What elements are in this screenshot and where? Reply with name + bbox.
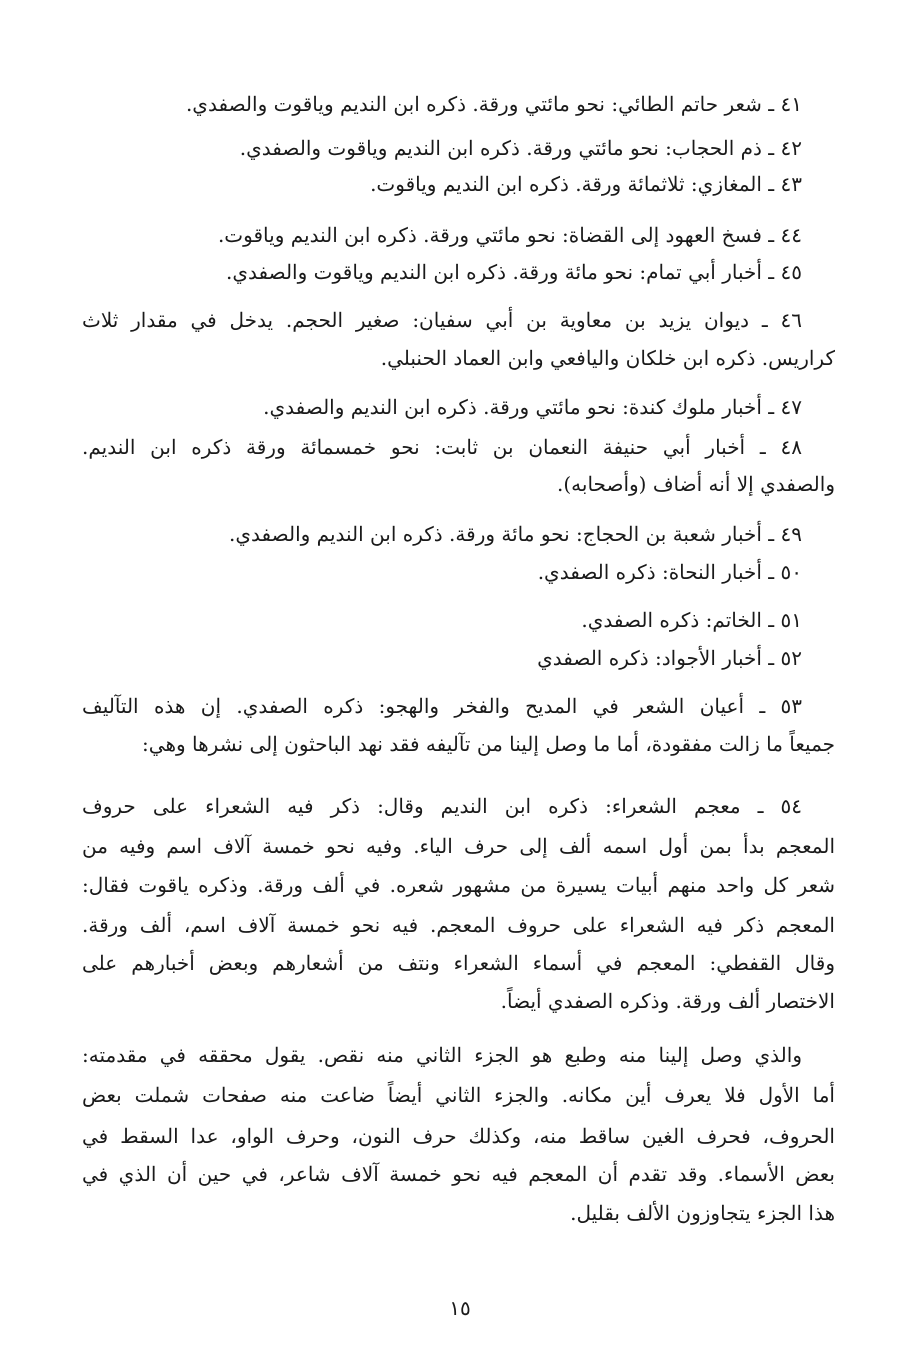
paragraph-line: هذا الجزء يتجاوزون الألف بقليل.: [570, 1201, 835, 1225]
list-item-44: ٤٤ ـ فسخ العهود إلى القضاة: نحو مائتي ورقة. ذكره ابن النديم وياقوت.: [217, 223, 802, 247]
list-item-48-cont: والصفدي إلا أنه أضاف (وأصحابه).: [557, 472, 835, 496]
list-item-49: ٤٩ ـ أخبار شعبة بن الحجاج: نحو مائة ورقة. ذكره ابن النديم والصفدي.: [229, 522, 802, 546]
list-item-48: ٤٨ ـ أخبار أبي حنيفة النعمان بن ثابت: نحو خمسمائة ورقة ذكره ابن النديم.: [82, 435, 802, 459]
list-item-45: ٤٥ ـ أخبار أبي تمام: نحو مائة ورقة. ذكره ابن النديم وياقوت والصفدي.: [225, 260, 802, 284]
paragraph-line: المعجم بدأ بمن أول اسمه ألف إلى حرف الياء. وفيه نحو خمسة آلاف اسم وفيه من: [82, 834, 835, 858]
paragraph-line: والذي وصل إلينا منه وطبع هو الجزء الثاني منه نقص. يقول محققه في مقدمته:: [82, 1043, 802, 1067]
list-item-43: ٤٣ ـ المغازي: ثلاثمائة ورقة. ذكره ابن النديم وياقوت.: [370, 172, 802, 196]
list-item-41: ٤١ ـ شعر حاتم الطائي: نحو مائتي ورقة. ذكره ابن النديم وياقوت والصفدي.: [185, 92, 802, 116]
page-number: ١٥: [449, 1296, 471, 1320]
paragraph-line: الاختصار ألف ورقة. وذكره الصفدي أيضاً.: [500, 989, 835, 1013]
list-item-53-cont: جميعاً ما زالت مفقودة، أما ما وصل إلينا من تآليفه فقد نهد الباحثون إلى نشرها وهي:: [142, 732, 835, 756]
list-item-46-cont: كراريس. ذكره ابن خلكان واليافعي وابن العماد الحنبلي.: [380, 346, 835, 370]
list-item-52: ٥٢ ـ أخبار الأجواد: ذكره الصفدي: [537, 646, 802, 670]
paragraph-line: شعر كل واحد منهم أبيات يسيرة من مشهور شعره. في ألف ورقة. وذكره ياقوت فقال:: [82, 873, 835, 897]
paragraph-line: الحروف، فحرف الغين ساقط منه، وكذلك حرف النون، وحرف الواو، عدا السقط في: [82, 1124, 835, 1148]
paragraph-line: المعجم ذكر فيه الشعراء على حروف المعجم. فيه نحو خمسة آلاف اسم، ألف ورقة.: [82, 913, 835, 937]
list-item-54: ٥٤ ـ معجم الشعراء: ذكره ابن النديم وقال: ذكر فيه الشعراء على حروف: [82, 794, 802, 818]
paragraph-line: بعض الأسماء. وقد تقدم أن المعجم فيه نحو خمسة آلاف شاعر، في حين أن الذي في: [82, 1162, 835, 1186]
list-item-50: ٥٠ ـ أخبار النحاة: ذكره الصفدي.: [537, 560, 802, 584]
list-item-42: ٤٢ ـ ذم الحجاب: نحو مائتي ورقة. ذكره ابن النديم وياقوت والصفدي.: [239, 136, 802, 160]
list-item-46: ٤٦ ـ ديوان يزيد بن معاوية بن أبي سفيان: صغير الحجم. يدخل في مقدار ثلاث: [82, 308, 802, 332]
list-item-47: ٤٧ ـ أخبار ملوك كندة: نحو مائتي ورقة. ذكره ابن النديم والصفدي.: [263, 395, 802, 419]
list-item-51: ٥١ ـ الخاتم: ذكره الصفدي.: [581, 608, 802, 632]
paragraph-line: وقال القفطي: المعجم في أسماء الشعراء ونتف من أشعارهم وبعض أخبارهم على: [82, 951, 835, 975]
list-item-53: ٥٣ ـ أعيان الشعر في المديح والفخر والهجو: ذكره الصفدي. إن هذه التآليف: [82, 694, 802, 718]
paragraph-line: أما الأول فلا يعرف أين مكانه. والجزء الثاني أيضاً ضاعت منه صفحات شملت بعض: [82, 1083, 835, 1107]
